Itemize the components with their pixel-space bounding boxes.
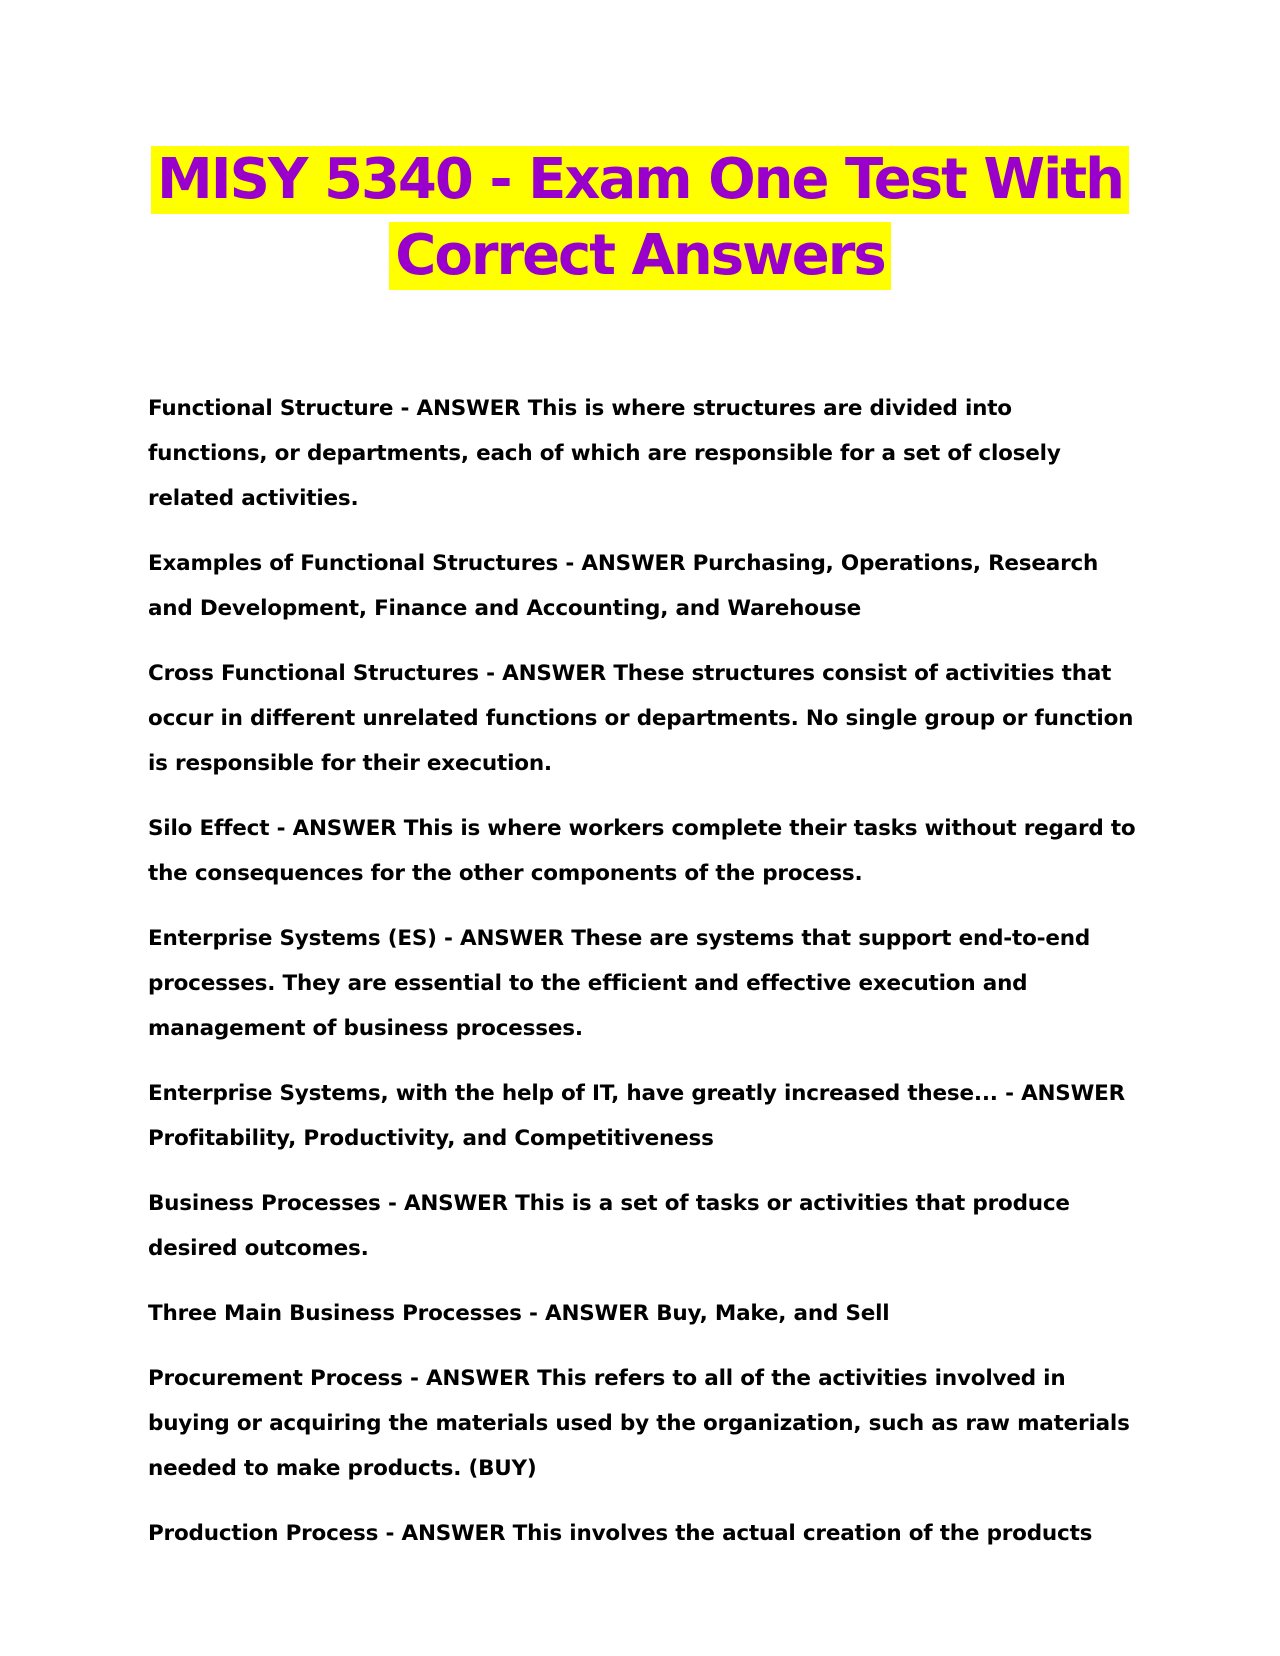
qa-entry: Production Process - ANSWER This involves the actual creation of the products (148, 1521, 1093, 1546)
qa-entry: Business Processes - ANSWER This is a set of tasks or activities that produce desired outcomes. (148, 1191, 1070, 1261)
qa-entry: Procurement Process - ANSWER This refers to all of the activities involved in buying or acquiring the materials used by the organization, such as raw materials needed to make products. (BUY) (148, 1366, 1130, 1481)
document-title (0, 146, 1280, 298)
qa-entry: Enterprise Systems, with the help of IT, have greatly increased these... - ANSWER Profitability, Productivity, and Competitiveness (148, 1081, 1125, 1151)
qa-entry: Functional Structure - ANSWER This is where structures are divided into functions, or departments, each of which are responsible for a set of closely related activities. (148, 396, 1061, 511)
qa-entry: Silo Effect - ANSWER This is where workers complete their tasks without regard to the consequences for the other components of the process. (148, 816, 1136, 886)
title-line-2: Correct Answers (389, 222, 890, 290)
qa-entry: Examples of Functional Structures - ANSWER Purchasing, Operations, Research and Development, Finance and Accounting, and Warehouse (148, 551, 1099, 621)
title-line-1: MISY 5340 - Exam One Test With (151, 146, 1129, 214)
qa-entry: Cross Functional Structures - ANSWER These structures consist of activities that occur in different unrelated functions or departments. No single group or function is responsible for their execution. (148, 661, 1134, 776)
qa-entries (148, 386, 1138, 1576)
qa-entry: Enterprise Systems (ES) - ANSWER These are systems that support end-to-end processes. They are essential to the efficient and effective execution and management of business processes. (148, 926, 1091, 1041)
qa-entry: Three Main Business Processes - ANSWER Buy, Make, and Sell (148, 1301, 890, 1326)
